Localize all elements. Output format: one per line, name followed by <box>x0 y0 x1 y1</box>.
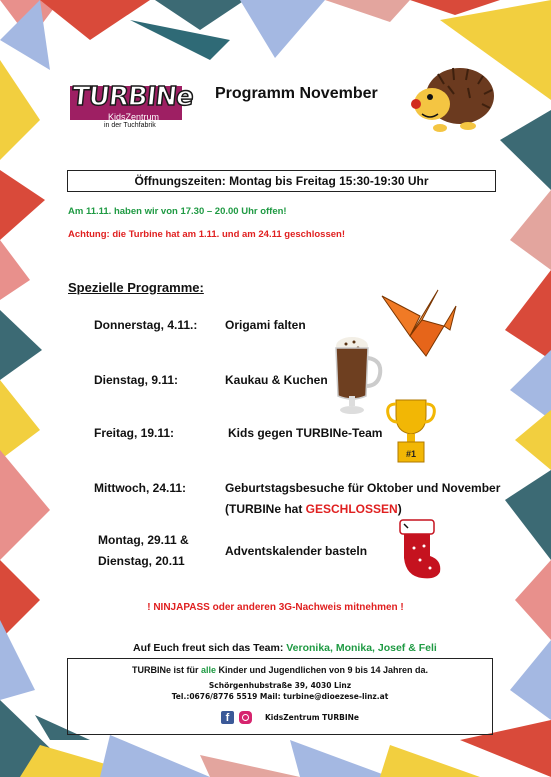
facebook-icon[interactable]: f <box>221 711 234 724</box>
team-names: Veronika, Monika, Josef & Feli <box>286 642 437 654</box>
closed-label: GESCHLOSSEN <box>305 502 398 516</box>
footer-audience <box>68 665 492 675</box>
audience-suffix: Kinder und Jugendlichen von 9 bis 14 Jahren da. <box>215 665 429 675</box>
audience-highlight: alle <box>200 665 216 675</box>
team-prefix: Auf Euch freut sich das Team: <box>133 642 287 654</box>
special-hours-note: Am 11.11. haben wir von 17.30 – 20.00 Uhr offen! <box>68 206 287 217</box>
closure-note-prefix: (TURBINe hat <box>225 502 306 516</box>
origami-crane-icon <box>380 286 458 358</box>
program-date-4: Mittwoch, 24.11: <box>94 481 187 495</box>
hot-cocoa-icon <box>332 334 384 418</box>
section-heading: Spezielle Programme: <box>68 280 204 295</box>
turbine-logo <box>70 68 195 130</box>
christmas-stocking-icon <box>398 518 446 582</box>
footer-address: Schörgenhubstraße 39, 4030 Linz <box>208 681 352 690</box>
audience-prefix: TURBINe ist für <box>131 665 201 675</box>
program-date-1: Donnerstag, 4.11.: <box>94 318 198 332</box>
opening-hours: Öffnungszeiten: Montag bis Freitag 15:30-19:30 Uhr <box>67 170 496 192</box>
program-activity-5: Adventskalender basteln <box>225 544 368 558</box>
instagram-icon[interactable] <box>239 711 252 724</box>
program-activity-3: Kids gegen TURBINe-Team <box>228 426 383 440</box>
team-line <box>133 642 437 654</box>
trophy-icon <box>386 396 436 464</box>
page-title: Programm November <box>215 85 378 102</box>
closure-note-suffix: ) <box>397 502 402 516</box>
footer-contact: Tel.:0676/8776 5519 Mail: turbine@dioezese-linz.at <box>171 692 389 701</box>
social-links <box>221 709 359 725</box>
logo-wordmark: TURBINe <box>70 82 195 112</box>
program-activity-1: Origami falten <box>225 318 306 332</box>
program-date-5b: Dienstag, 20.11 <box>98 554 185 568</box>
program-date-5: Montag, 29.11 & <box>98 533 189 547</box>
program-activity-4: Geburtstagsbesuche für Oktober und November <box>225 481 501 495</box>
ninjapass-reminder: ! NINJAPASS oder anderen 3G-Nachweis mitnehmen ! <box>147 602 404 613</box>
program-date-3: Freitag, 19.11: <box>94 426 175 440</box>
footer-info-box <box>67 658 493 735</box>
program-date-2: Dienstag, 9.11: <box>94 373 179 387</box>
trophy-label: #1 <box>405 449 417 459</box>
hedgehog-icon <box>408 64 498 134</box>
social-handle: KidsZentrum TURBINe <box>265 712 359 722</box>
closure-warning: Achtung: die Turbine hat am 1.11. und am 24.11 geschlossen! <box>68 229 345 240</box>
logo-subtitle: KidsZentrum <box>108 112 160 122</box>
program-activity-2: Kaukau & Kuchen <box>225 373 328 387</box>
program-activity-4-note <box>225 499 402 519</box>
logo-location: in der Tuchfabrik <box>104 122 156 129</box>
